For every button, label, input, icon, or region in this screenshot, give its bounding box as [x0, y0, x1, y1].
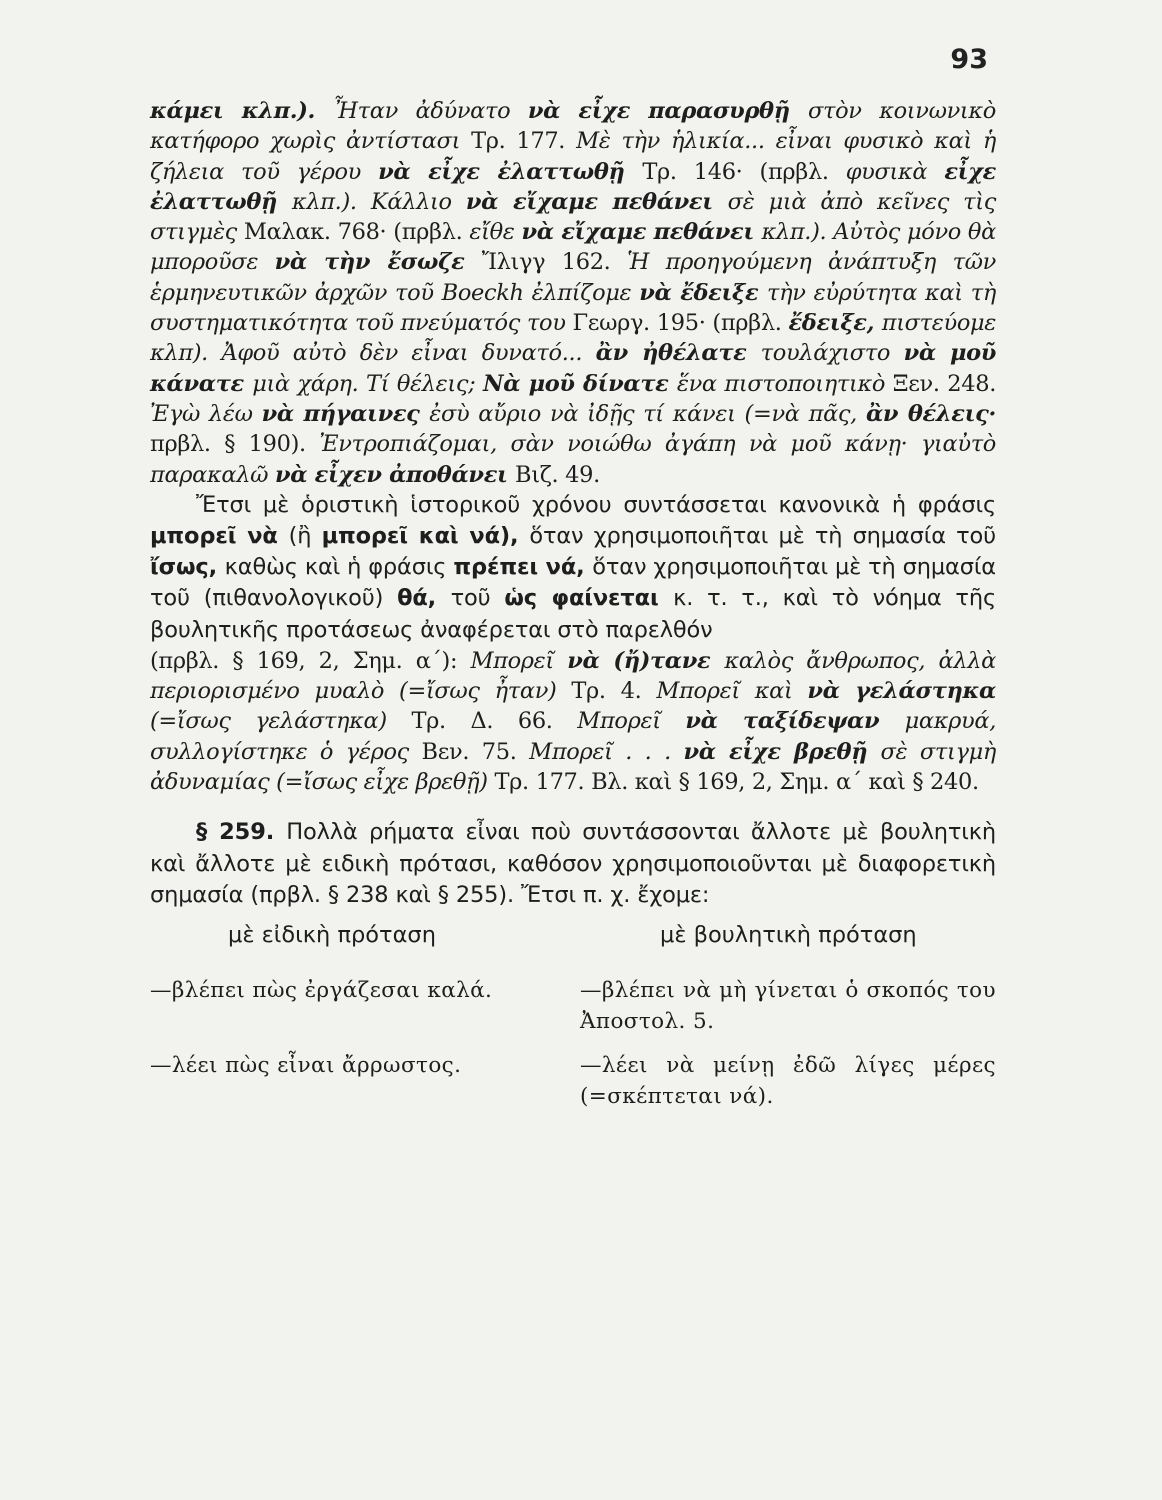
text-run: νὰ (ἤ)τανε: [567, 647, 725, 674]
text-run: Ἦταν ἀδύνατο: [333, 98, 528, 124]
spacer: [580, 951, 996, 975]
text-run: Ἐγὼ λέω: [150, 400, 262, 427]
text-run: Τρ. 4.: [571, 678, 657, 705]
text-run: θά,: [397, 585, 451, 612]
text-run: (ἢ: [288, 523, 322, 550]
text-run: ἴσως,: [150, 554, 225, 581]
text-run: Μπορεῖ . . .: [529, 738, 684, 765]
text-run: μπορεῖ νὰ: [150, 523, 289, 550]
page-body: [150, 96, 996, 1113]
text-run: νὰ τὴν ἔσωζε: [274, 249, 482, 276]
text-run: ἕνα πιστοποιητικὸ: [676, 370, 893, 397]
rule-paragraph-examples: [150, 646, 996, 797]
text-run: Γεωργ. 195· (πρβλ.: [572, 310, 789, 337]
text-run: πρέπει νά,: [453, 554, 593, 581]
text-run: Τρ. 177. Βλ. καὶ § 169, 2, Σημ. α΄ καὶ § 240.: [494, 769, 979, 796]
text-run: καλὸς ἄνθρωπος, ἀλλὰ περιορισμένο μυαλὸ (=ἴσως ἦταν): [150, 647, 996, 705]
text-run: πιστεύομε κλπ). Ἀφοῦ αὐτὸ δὲν εἶναι δυνατό...: [150, 310, 997, 367]
text-run: ὅταν χρησιμοποιῆται μὲ τὴ σημασία τοῦ: [529, 523, 996, 550]
spacer: [580, 1038, 996, 1050]
text-run: Μπορεῖ καὶ: [656, 678, 808, 705]
text-run: Μπορεῖ: [470, 647, 568, 674]
text-run: Τρ. 177.: [471, 128, 577, 155]
text-run: § 259.: [196, 819, 287, 846]
text-run: μπορεῖ καὶ νά),: [321, 523, 530, 550]
text-run: νὰ εἶχεν ἀποθάνει: [274, 461, 516, 488]
text-run: Ἴλιγγ 162.: [481, 249, 628, 276]
text-run: Τρ. Δ. 66.: [411, 708, 578, 735]
text-run: ὅταν χρησιμοποιῆται μὲ τὴ σημασία τοῦ (πιθανολογικοῦ): [150, 554, 996, 612]
text-run: νὰ γελάστηκα: [807, 678, 996, 705]
text-run: ἔδειξε,: [788, 310, 882, 337]
text-run: κλπ.). Κάλλιο: [291, 188, 466, 215]
text-run: νὰ εἶχε βρεθῇ: [683, 738, 881, 765]
text-run: μιὰ χάρη. Τί θέλεις;: [252, 370, 484, 397]
left-example-1: —βλέπει πὼς ἐργάζεσαι καλά.: [150, 977, 493, 1003]
text-run: καθὼς καὶ ἡ φράσις: [224, 554, 454, 581]
spacer: [150, 951, 580, 975]
examples-paragraph: [150, 96, 996, 490]
text-run: (πρβλ. § 169, 2, Σημ. α΄):: [150, 647, 471, 674]
text-run: μακρυά, συλλογίστηκε ὁ γέρος: [150, 708, 996, 765]
text-run: εἶχε ἐλαττωθῇ: [150, 158, 996, 215]
text-run: νὰ μοῦ κάνατε: [150, 340, 996, 397]
text-run: Τρ. 146· (πρβλ.: [642, 158, 846, 185]
text-run: νὰ εἴχαμε πεθάνει: [521, 219, 762, 246]
text-run: φυσικὰ: [845, 158, 945, 185]
text-run: κλπ.). Αὐτὸς μόνο θὰ μποροῦσε: [150, 219, 996, 276]
text-run: Νὰ μοῦ δίνατε: [483, 370, 677, 397]
text-run: κ. τ. τ., καὶ τὸ νόημα τῆς βουλητικῆς προτάσεως ἀναφέρεται στὸ παρελθόν: [150, 585, 996, 643]
right-example-2: —λέει νὰ μείνῃ ἐδῶ λίγες μέρες (=σκέπτεται νά).: [580, 1052, 996, 1110]
text-run: νὰ εἴχαμε πεθάνει: [465, 188, 728, 215]
text-run: εἴθε: [469, 219, 522, 246]
text-run: τοῦ: [450, 585, 505, 612]
left-column-heading: μὲ εἰδικὴ πρόταση: [228, 921, 436, 948]
text-run: πρβλ. § 190).: [150, 431, 320, 458]
text-run: σὲ μιὰ ἀπὸ κεῖνες τὶς στιγμὲς: [150, 188, 996, 246]
right-example-1: —βλέπει νὰ μὴ γίνεται ὁ σκοπός του Ἀποστολ. 5.: [580, 977, 996, 1035]
text-run: (=ἴσως γελάστηκα): [150, 708, 412, 735]
section-259-paragraph: [150, 817, 996, 911]
text-run: τὴν εὐρύτητα καὶ τὴ συστηματικότητα τοῦ πνεύματός του: [150, 279, 996, 337]
rule-paragraph-intro: [150, 490, 996, 646]
text-run: ὡς φαίνεται: [504, 585, 674, 612]
text-run: Βιζ. 49.: [515, 461, 600, 488]
text-run: Μὲ τὴν ἡλικία... εἶναι φυσικὸ καὶ ἡ ζήλεια τοῦ γέρου: [150, 128, 996, 185]
spacer: [150, 1038, 580, 1050]
text-run: νὰ πήγαινες: [261, 400, 430, 427]
text-run: Ἔτσι μὲ ὁριστικὴ ἱστορικοῦ χρόνου συντάσσεται κανονικὰ ἡ φράσις: [196, 491, 996, 518]
text-run: κάμει κλπ.).: [150, 98, 334, 124]
text-run: νὰ ταξίδεψαν: [685, 708, 905, 735]
left-example-2: —λέει πὼς εἶναι ἄρρωστος.: [150, 1052, 462, 1078]
page-number: 93: [950, 44, 988, 75]
text-run: σὲ στιγμὴ ἀδυναμίας (=ἴσως εἶχε βρεθῇ): [150, 738, 996, 796]
text-run: Ξεν. 248.: [892, 370, 997, 397]
text-run: τουλάχιστο: [760, 340, 904, 367]
right-column-heading: μὲ βουλητικὴ πρόταση: [660, 921, 917, 948]
text-run: νὰ εἶχε παρασυρθῇ: [527, 98, 808, 124]
text-run: ἐσὺ αὔριο νὰ ἰδῇς τί κάνει (=νὰ πᾶς,: [429, 400, 866, 427]
text-run: Βεν. 75.: [421, 738, 530, 765]
text-run: ἂν ἠθέλατε: [595, 340, 761, 367]
text-run: Μαλακ. 768· (πρβλ.: [243, 219, 470, 246]
text-run: Ἡ προηγούμενη ἀνάπτυξη τῶν ἑρμηνευτικῶν ἀρχῶν τοῦ Boeckh ἐλπίζομε: [150, 249, 997, 306]
text-run: Πολλὰ ρήματα εἶναι ποὺ συντάσσονται ἄλλοτε μὲ βουλητικὴ καὶ ἄλλοτε μὲ ειδικὴ πρότασι, καθόσον χρησιμοποιοῦνται μὲ διαφορετικὴ σημασία (πρβλ. § 238 καὶ § 255). Ἔτσι π. χ. ἔχομε:: [150, 819, 996, 908]
text-run: νὰ εἶχε ἐλαττωθῇ: [378, 158, 643, 185]
text-run: στὸν κοινωνικὸ κατήφορο χωρὶς ἀντίστασι: [150, 98, 996, 155]
text-run: Ἐντροπιάζομαι, σὰν νοιώθω ἀγάπη νὰ μοῦ κάνῃ· γιαὐτὸ παρακαλῶ: [150, 431, 996, 488]
comparison-columns: [150, 919, 996, 1113]
text-run: Μπορεῖ: [577, 708, 686, 735]
text-run: νὰ ἔδειξε: [639, 279, 768, 306]
text-run: ἂν θέλεις·: [865, 400, 996, 427]
